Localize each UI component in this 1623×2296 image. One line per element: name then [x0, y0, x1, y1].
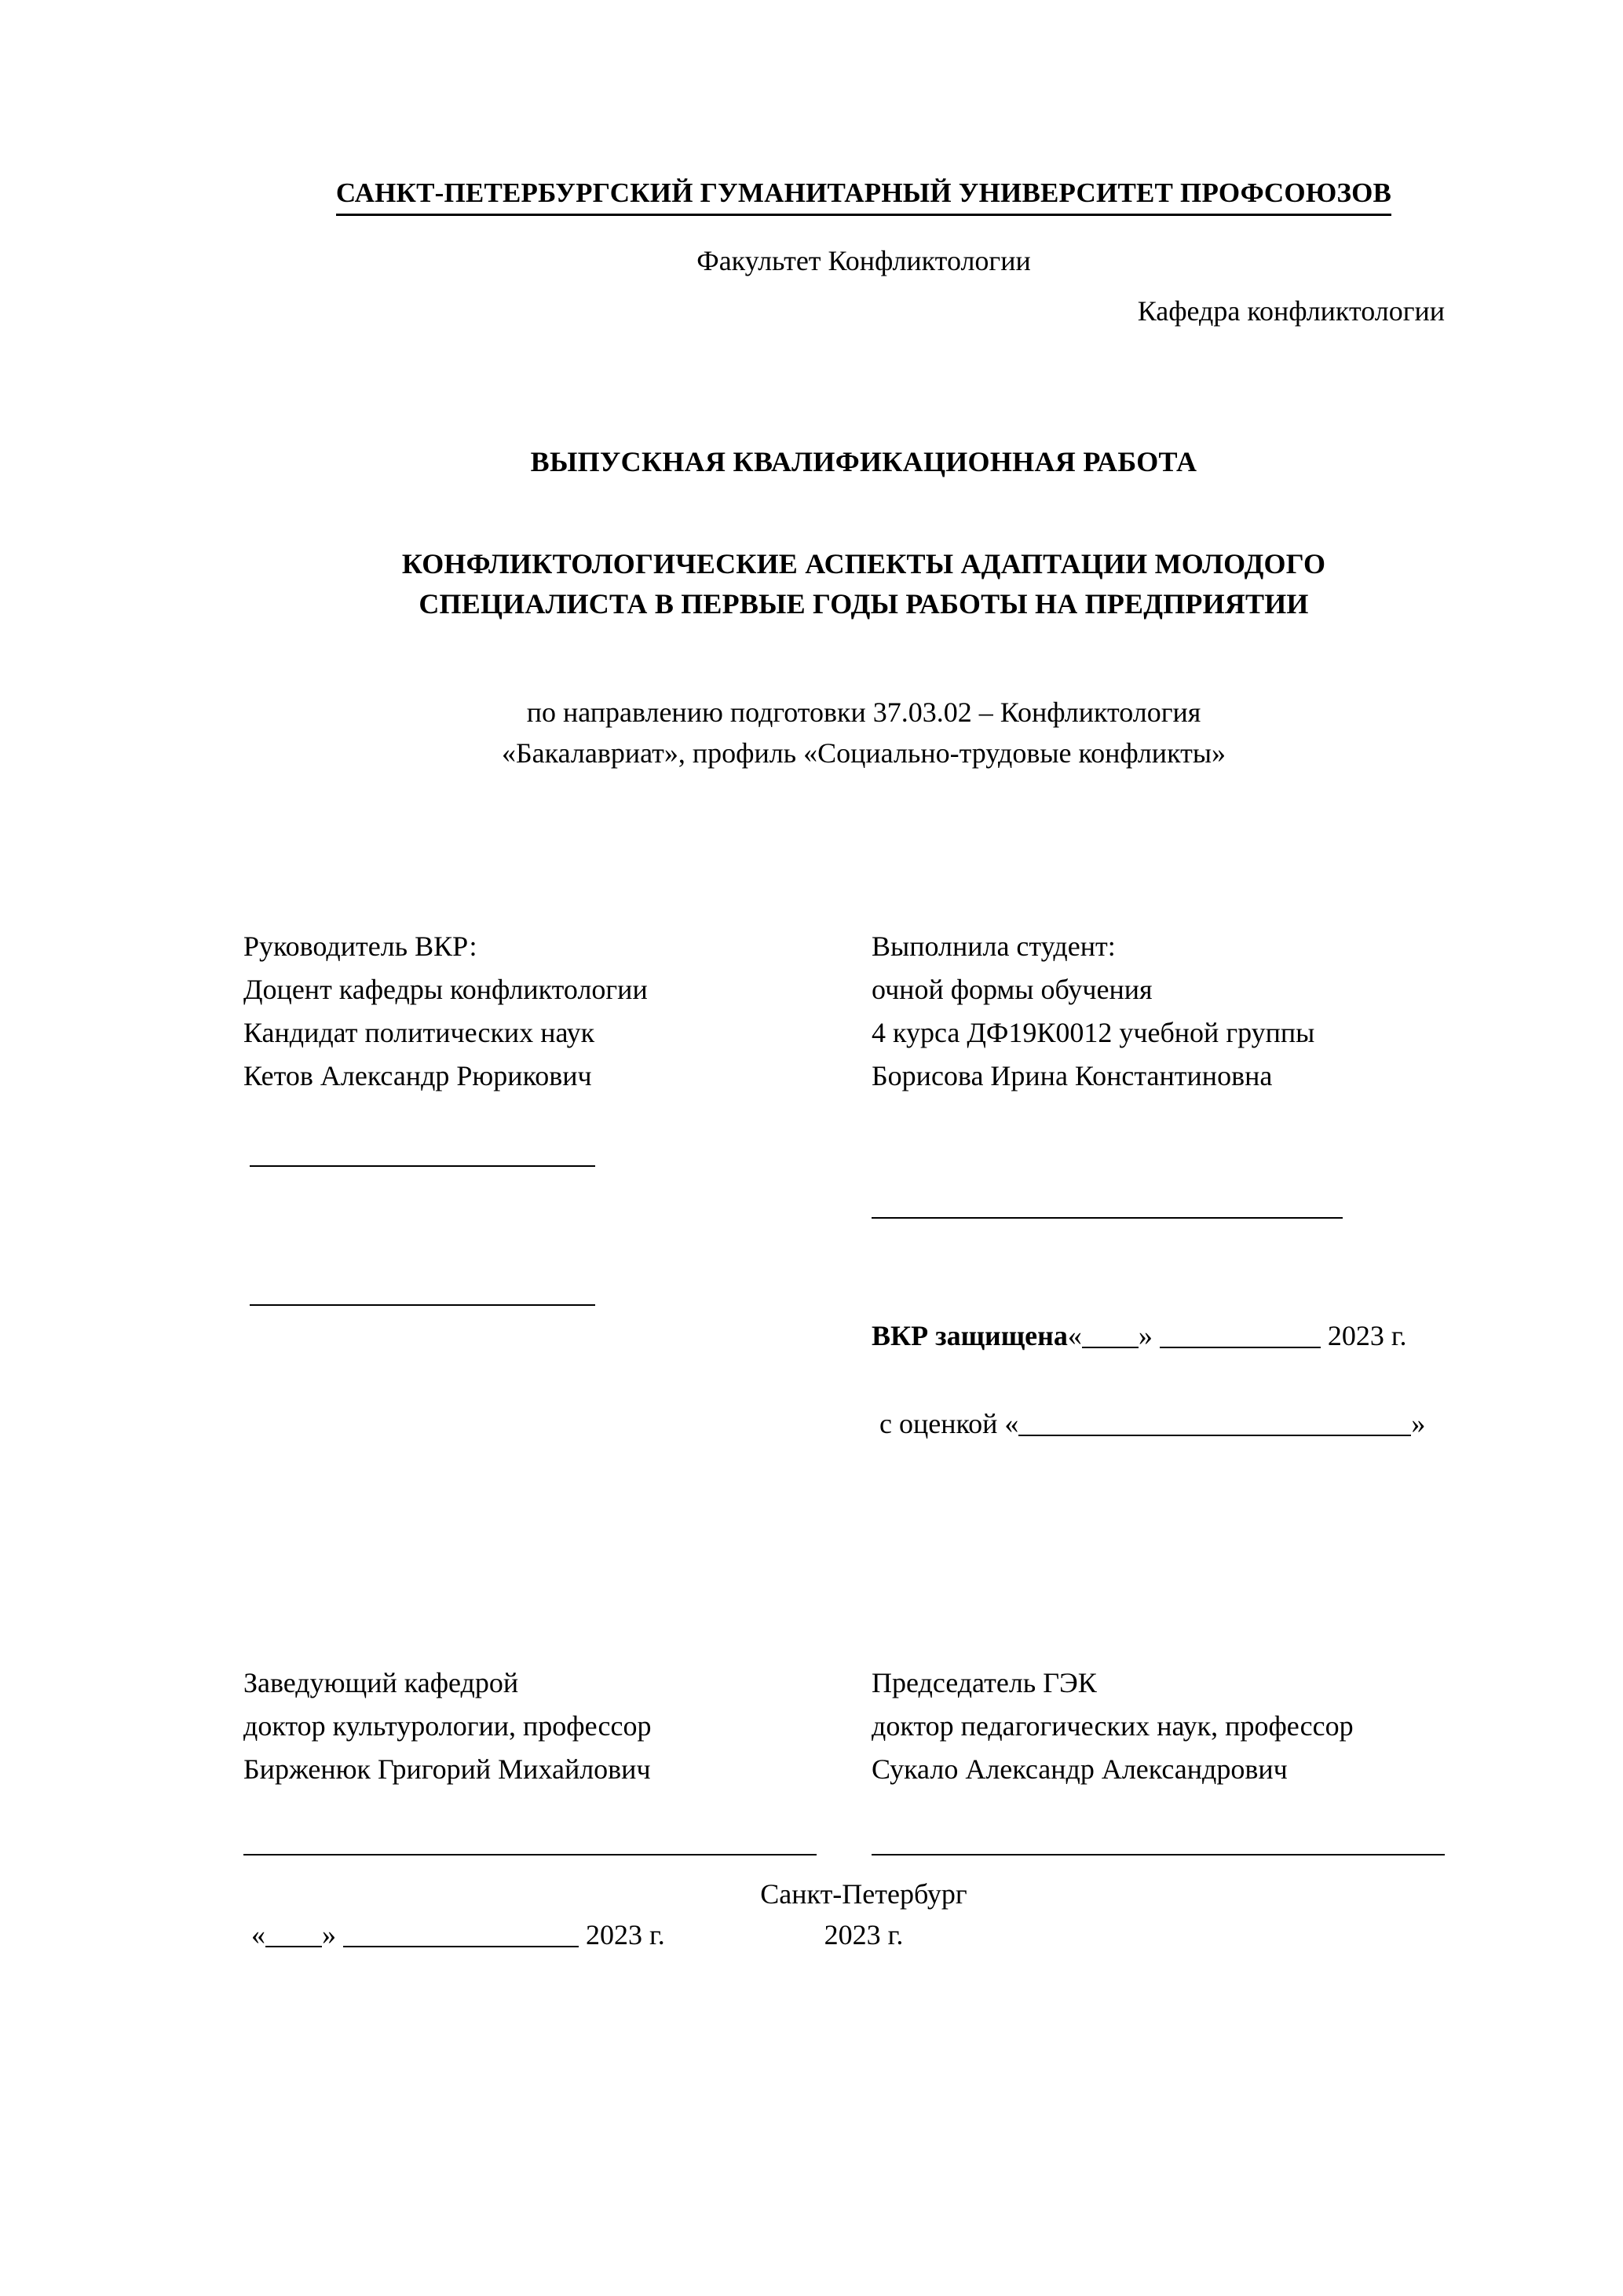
defense-line [872, 1319, 1492, 1352]
work-type-title: ВЫПУСКНАЯ КВАЛИФИКАЦИОННАЯ РАБОТА [530, 446, 1197, 477]
date-year: 2023 г. [586, 1918, 665, 1951]
date-mark [251, 1918, 864, 1951]
department-name: Кафедра конфликтологии [1137, 295, 1445, 327]
student-name: Борисова Ирина Константиновна [872, 1059, 1273, 1091]
page-content [236, 0, 1492, 1955]
supervisor-name: Кетов Александр Рюрикович [243, 1059, 592, 1091]
supervisor-label: Руководитель ВКР: [243, 930, 477, 962]
study-direction-line-1: по направлению подготовки 37.03.02 – Конфликтология [526, 696, 1201, 729]
grade-line [879, 1407, 1492, 1440]
faculty-name: Факультет Конфликтологии [696, 245, 1031, 276]
student-signature-line [872, 1217, 1343, 1219]
date-day-blank [265, 1946, 322, 1947]
chairman-signature-line [872, 1854, 1445, 1855]
head-of-department-signature-line [243, 1854, 817, 1855]
footer-year: 2023 г. [824, 1918, 904, 1951]
supervisor-signature-line [250, 1165, 595, 1167]
grade-label: с оценкой [879, 1407, 998, 1439]
thesis-theme-line-1: КОНФЛИКТОЛОГИЧЕСКИЕ АСПЕКТЫ АДАПТАЦИИ МОЛОДОГО [401, 548, 1326, 579]
head-of-department-name: Бирженюк Григорий Михайлович [243, 1753, 651, 1785]
supervisor-position: Доцент кафедры конфликтологии [243, 973, 648, 1005]
university-header [236, 177, 1492, 216]
study-direction-line-2: «Бакалавриат», профиль «Социально-трудовые конфликты» [501, 737, 1226, 770]
date-month-blank [343, 1946, 579, 1947]
footer-city: Санкт-Петербург [760, 1877, 967, 1910]
grade-quote-close: » [1411, 1407, 1426, 1439]
student-form: очной формы обучения [872, 973, 1153, 1005]
defense-month-blank [1160, 1347, 1321, 1348]
defense-quote-open: « [1067, 1319, 1082, 1351]
defense-year: 2023 г. [1327, 1319, 1407, 1351]
defense-label: ВКР защищена [872, 1319, 1068, 1351]
date-quote-open: « [251, 1918, 265, 1951]
chairman-title: Председатель ГЭК [872, 1666, 1097, 1698]
head-of-department-title: Заведующий кафедрой [243, 1666, 519, 1698]
defense-day-blank [1082, 1347, 1139, 1348]
supervisor-degree: Кандидат политических наук [243, 1016, 595, 1048]
head-of-department-column [243, 1662, 864, 1951]
chairman-column [872, 1662, 1500, 1855]
chairman-name: Сукало Александр Александрович [872, 1753, 1288, 1785]
student-group: 4 курса ДФ19К0012 учебной группы [872, 1016, 1315, 1048]
grade-blank [1018, 1435, 1411, 1436]
thesis-theme-line-2: СПЕЦИАЛИСТА В ПЕРВЫЕ ГОДЫ РАБОТЫ НА ПРЕДПРИЯТИИ [419, 588, 1309, 620]
study-direction [236, 692, 1492, 773]
grade-quote-open: « [1004, 1407, 1019, 1439]
thesis-theme [236, 544, 1492, 624]
student-column [872, 925, 1492, 1440]
defense-quote-close: » [1138, 1319, 1153, 1351]
supervisor-column [243, 925, 864, 1306]
supervisor-signature-line-secondary [250, 1304, 595, 1306]
chairman-degree: доктор педагогических наук, профессор [872, 1709, 1354, 1742]
university-name: САНКТ-ПЕТЕРБУРГСКИЙ ГУМАНИТАРНЫЙ УНИВЕРСИТЕТ ПРОФСОЮЗОВ [336, 177, 1391, 216]
date-quote-close: » [322, 1918, 336, 1951]
head-of-department-degree: доктор культурологии, профессор [243, 1709, 652, 1742]
student-label: Выполнила студент: [872, 930, 1116, 962]
